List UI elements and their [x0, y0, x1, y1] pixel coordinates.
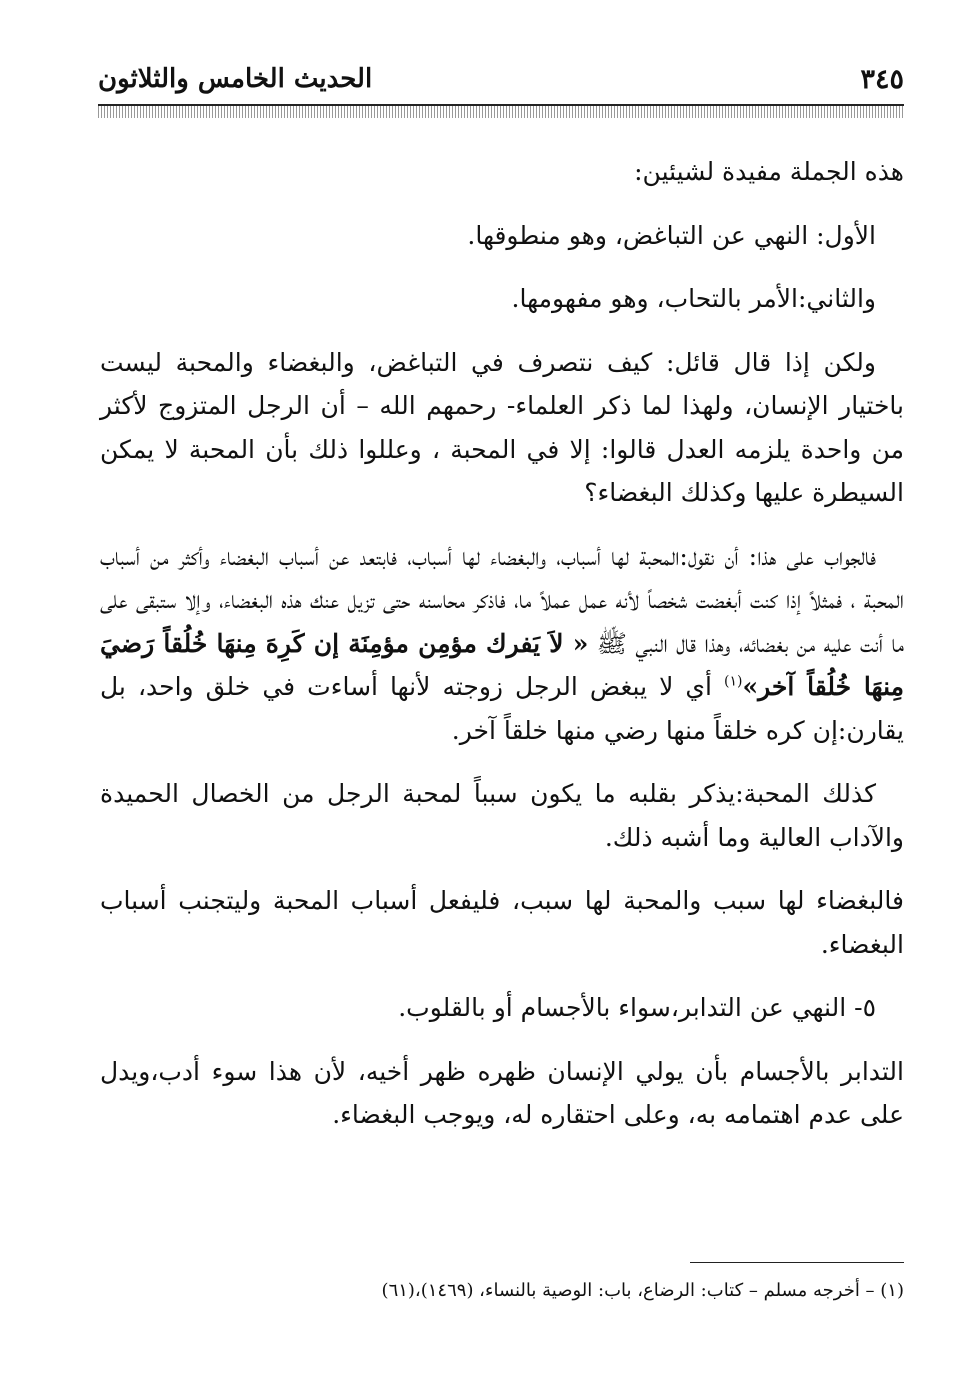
paragraph-love-causes: كذلك المحبة:يذكر بقلبه ما يكون سبباً لمحبة الرجل من الخصال الحميدة والآداب العالية وما أشبه ذلك. [100, 779, 904, 852]
paragraph-summary: فالبغضاء لها سبب والمحبة لها سبب، فليفعل أسباب المحبة وليتجنب أسباب البغضاء. [100, 886, 904, 959]
page-header [98, 58, 904, 102]
paragraph-question: ولكن إذا قال قائل: كيف نتصرف في التباغض، والبغضاء والمحبة ليست باختيار الإنسان، ولهذا لما ذكر العلماء- رحمهم الله – أن الرجل المتزوج لأكثر من واحدة يلزمه العدل قالوا: إلا في المحبة ، وعللوا ذلك بأن المحبة لا يمكن السيطرة عليها وكذلك البغضاء؟ [100, 347, 904, 507]
paragraph-first-point: الأول: النهي عن التباغض، وهو منطوقها. [467, 220, 876, 250]
answer-explanation: أي لا يبغض الرجل زوجته لأنها أساءت في خلق واحد، بل يقارن:إن كره خلقاً منها رضي منها خلقاً آخر. [100, 672, 904, 745]
answer-text: فالجواب على هذا: أن نقول:المحبة لها أسباب، والبغضاء لها أسباب، فابتعد عن أسباب البغضاء وأكثر من أسباب المحبة ، فمثلاً إذا كنت أبغضت شخصاً لأنه عمل عملاً ما، فاذكر محاسنه حتى تزيل عنك هذه البغضاء، وإلا ستبقى على ما أنت عليه من بغضائه، وهذا قال النبي ﷺ [100, 541, 904, 658]
body-text [100, 150, 904, 1157]
paragraph-turning-away: التدابر بالأجسام بأن يولي الإنسان ظهره ظهر أخيه، لأن هذا سوء أدب،ويدل على عدم اهتمامه به، وعلى احتقاره له، ويوجب البغضاء. [100, 1056, 904, 1129]
hadith-quote: « لاَ يَفرك مؤمِن مؤمِنَة إن كَرِهَ مِنهَا خُلُقاً رَضيَ مِنهَا خُلُقاً آخر» [100, 628, 905, 701]
paragraph-intro: هذه الجملة مفيدة لشيئين: [634, 157, 904, 186]
footnote: (١) – أخرجه مسلم – كتاب: الرضاع، باب: الوصية بالنساء، (١٤٦٩)،(٦١) [381, 1280, 904, 1301]
running-title: الحديث الخامس والثلاثون [98, 64, 373, 94]
footnote-rule [690, 1262, 904, 1263]
page-number: ٣٤٥ [860, 64, 904, 95]
paragraph-second-point: والثاني:الأمر بالتحاب، وهو مفهومها. [511, 284, 876, 313]
footnote-reference: (١) [724, 673, 743, 690]
paragraph-point-five: ٥- النهي عن التدابر،سواء بالأجسام أو بالقلوب. [398, 993, 876, 1022]
paragraph-answer [100, 535, 904, 753]
header-rule [98, 104, 904, 118]
